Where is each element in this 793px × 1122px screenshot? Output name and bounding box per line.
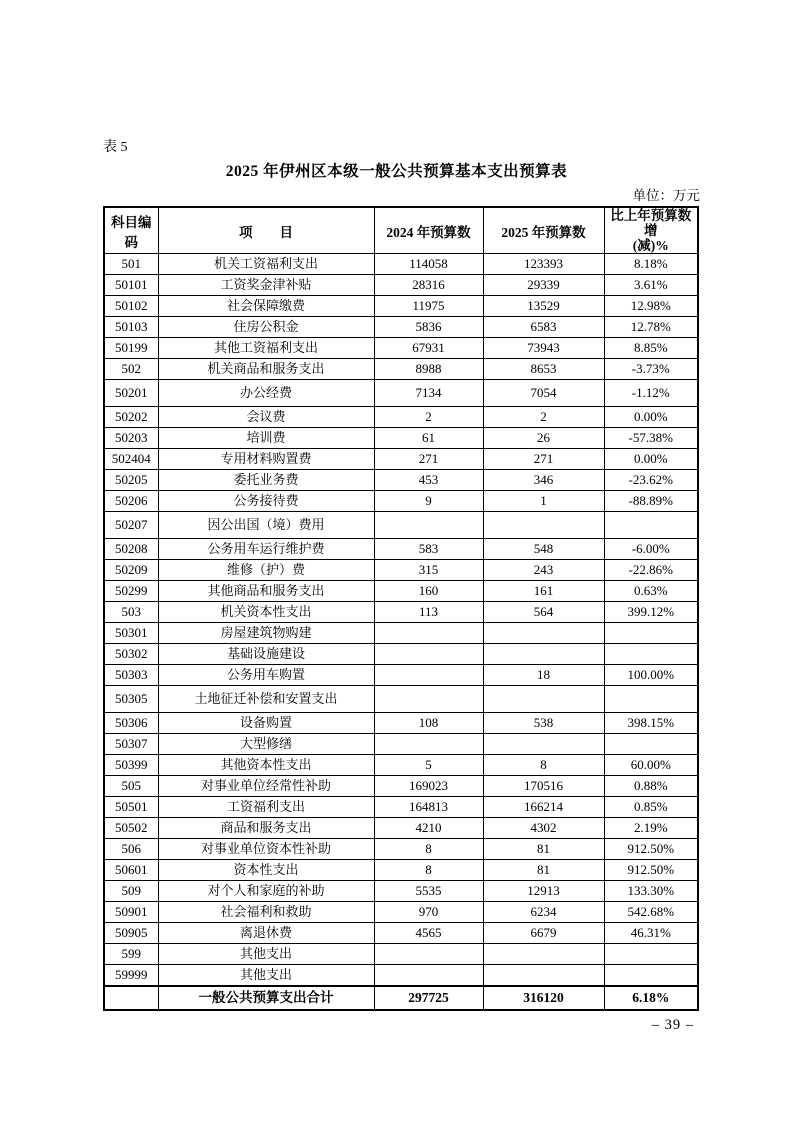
budget-2024-cell: 8 (374, 839, 483, 860)
item-cell: 因公出国（境）费用 (158, 512, 374, 539)
budget-2025-cell (483, 623, 604, 644)
table-row (104, 581, 698, 602)
change-pct-cell: 0.00% (604, 407, 698, 428)
code-cell: 50203 (104, 428, 158, 449)
table-row (104, 686, 698, 713)
budget-2024-cell (374, 512, 483, 539)
item-cell: 住房公积金 (158, 317, 374, 338)
budget-2024-cell (374, 944, 483, 965)
budget-2024-cell: 28316 (374, 275, 483, 296)
change-pct-cell (604, 944, 698, 965)
code-cell: 50305 (104, 686, 158, 713)
budget-table (103, 206, 699, 1011)
budget-2024-cell: 5535 (374, 881, 483, 902)
item-cell: 机关工资福利支出 (158, 254, 374, 275)
budget-2025-cell (483, 944, 604, 965)
budget-2024-cell: 8 (374, 860, 483, 881)
budget-2025-cell: 8653 (483, 359, 604, 380)
column-header-code: 科目编码 (104, 207, 158, 254)
table-row (104, 902, 698, 923)
code-cell: 502 (104, 359, 158, 380)
code-cell: 50103 (104, 317, 158, 338)
table-row (104, 317, 698, 338)
item-cell: 工资奖金津补贴 (158, 275, 374, 296)
budget-2024-cell: 67931 (374, 338, 483, 359)
code-cell: 50601 (104, 860, 158, 881)
item-cell: 其他支出 (158, 944, 374, 965)
budget-2024-cell (374, 734, 483, 755)
table-row (104, 923, 698, 944)
budget-2025-cell: 81 (483, 860, 604, 881)
item-cell: 一般公共预算支出合计 (158, 986, 374, 1010)
code-cell: 50501 (104, 797, 158, 818)
change-pct-cell: -88.89% (604, 491, 698, 512)
change-pct-cell: 2.19% (604, 818, 698, 839)
item-cell: 对事业单位资本性补助 (158, 839, 374, 860)
change-pct-cell: 46.31% (604, 923, 698, 944)
item-cell: 机关资本性支出 (158, 602, 374, 623)
code-cell: 50299 (104, 581, 158, 602)
budget-2024-cell: 2 (374, 407, 483, 428)
change-pct-cell: -57.38% (604, 428, 698, 449)
budget-2024-cell: 11975 (374, 296, 483, 317)
change-pct-cell (604, 965, 698, 987)
code-cell: 50306 (104, 713, 158, 734)
budget-2025-cell: 271 (483, 449, 604, 470)
table-row (104, 881, 698, 902)
budget-2025-cell (483, 734, 604, 755)
budget-2025-cell: 13529 (483, 296, 604, 317)
item-cell: 机关商品和服务支出 (158, 359, 374, 380)
unit-note: 单位：万元 (632, 188, 700, 203)
budget-2025-cell: 2 (483, 407, 604, 428)
budget-2024-cell: 297725 (374, 986, 483, 1010)
budget-2025-cell: 81 (483, 839, 604, 860)
code-cell: 505 (104, 776, 158, 797)
budget-2024-cell: 271 (374, 449, 483, 470)
change-pct-cell: 12.98% (604, 296, 698, 317)
column-header-2024-budget: 2024 年预算数 (374, 207, 483, 254)
code-cell: 50206 (104, 491, 158, 512)
item-cell: 公务用车购置 (158, 665, 374, 686)
item-cell: 委托业务费 (158, 470, 374, 491)
table-row (104, 818, 698, 839)
budget-2025-cell: 26 (483, 428, 604, 449)
column-header-change-pct-line1: 比上年预算数增 (610, 208, 692, 238)
table-row (104, 491, 698, 512)
budget-2025-cell: 161 (483, 581, 604, 602)
code-cell: 50199 (104, 338, 158, 359)
change-pct-cell: -6.00% (604, 539, 698, 560)
budget-2024-cell: 113 (374, 602, 483, 623)
change-pct-cell: 133.30% (604, 881, 698, 902)
budget-2025-cell (483, 965, 604, 987)
change-pct-cell: 8.85% (604, 338, 698, 359)
change-pct-cell: 6.18% (604, 986, 698, 1010)
table-number-label: 表 5 (103, 140, 128, 155)
code-cell (104, 986, 158, 1010)
code-cell: 503 (104, 602, 158, 623)
budget-2024-cell: 61 (374, 428, 483, 449)
page-number: – 39 – (651, 1017, 694, 1033)
table-row (104, 254, 698, 275)
budget-2025-cell: 8 (483, 755, 604, 776)
table-row (104, 512, 698, 539)
table-row (104, 776, 698, 797)
budget-2025-cell: 18 (483, 665, 604, 686)
table-row (104, 965, 698, 987)
budget-2025-cell: 29339 (483, 275, 604, 296)
budget-2025-cell: 6583 (483, 317, 604, 338)
budget-2024-cell (374, 965, 483, 987)
budget-2025-cell: 538 (483, 713, 604, 734)
budget-2025-cell: 548 (483, 539, 604, 560)
budget-2024-cell: 7134 (374, 380, 483, 407)
total-row (104, 986, 698, 1010)
code-cell: 50102 (104, 296, 158, 317)
change-pct-cell (604, 644, 698, 665)
code-cell: 50101 (104, 275, 158, 296)
item-cell: 房屋建筑物购建 (158, 623, 374, 644)
item-cell: 离退休费 (158, 923, 374, 944)
code-cell: 50209 (104, 560, 158, 581)
code-cell: 50303 (104, 665, 158, 686)
change-pct-cell: 542.68% (604, 902, 698, 923)
code-cell: 509 (104, 881, 158, 902)
budget-2025-cell: 4302 (483, 818, 604, 839)
table-row (104, 755, 698, 776)
budget-2025-cell: 73943 (483, 338, 604, 359)
budget-2024-cell (374, 686, 483, 713)
table-row (104, 797, 698, 818)
budget-2024-cell: 160 (374, 581, 483, 602)
table-row (104, 860, 698, 881)
table-row (104, 539, 698, 560)
change-pct-cell: -3.73% (604, 359, 698, 380)
change-pct-cell: 60.00% (604, 755, 698, 776)
item-cell: 商品和服务支出 (158, 818, 374, 839)
column-header-change-pct-line2: (减)% (632, 238, 669, 253)
table-row (104, 734, 698, 755)
change-pct-cell: 0.63% (604, 581, 698, 602)
change-pct-cell: 12.78% (604, 317, 698, 338)
table-row (104, 428, 698, 449)
budget-2025-cell (483, 644, 604, 665)
budget-2025-cell: 6679 (483, 923, 604, 944)
table-row (104, 407, 698, 428)
table-row (104, 338, 698, 359)
table-row (104, 380, 698, 407)
budget-2024-cell: 169023 (374, 776, 483, 797)
code-cell: 50201 (104, 380, 158, 407)
budget-2024-cell: 4565 (374, 923, 483, 944)
code-cell: 50202 (104, 407, 158, 428)
budget-table-header (104, 207, 698, 254)
budget-2025-cell: 12913 (483, 881, 604, 902)
budget-2024-cell: 9 (374, 491, 483, 512)
item-cell: 资本性支出 (158, 860, 374, 881)
budget-2025-cell: 166214 (483, 797, 604, 818)
page-title: 2025 年伊州区本级一般公共预算基本支出预算表 (225, 163, 568, 180)
change-pct-cell: -23.62% (604, 470, 698, 491)
budget-2025-cell: 123393 (483, 254, 604, 275)
budget-2025-cell: 170516 (483, 776, 604, 797)
item-cell: 其他商品和服务支出 (158, 581, 374, 602)
budget-2024-cell: 315 (374, 560, 483, 581)
item-cell: 土地征迁补偿和安置支出 (158, 686, 374, 713)
table-row (104, 560, 698, 581)
budget-2025-cell: 7054 (483, 380, 604, 407)
change-pct-cell (604, 686, 698, 713)
code-cell: 50399 (104, 755, 158, 776)
table-row (104, 944, 698, 965)
change-pct-cell: -22.86% (604, 560, 698, 581)
item-cell: 大型修缮 (158, 734, 374, 755)
item-cell: 其他支出 (158, 965, 374, 987)
table-row (104, 470, 698, 491)
budget-2024-cell: 5 (374, 755, 483, 776)
code-cell: 50208 (104, 539, 158, 560)
item-cell: 社会保障缴费 (158, 296, 374, 317)
item-cell: 培训费 (158, 428, 374, 449)
table-row (104, 665, 698, 686)
budget-2025-cell: 243 (483, 560, 604, 581)
budget-2024-cell: 970 (374, 902, 483, 923)
code-cell: 50302 (104, 644, 158, 665)
column-header-2025-budget: 2025 年预算数 (483, 207, 604, 254)
item-cell: 社会福利和救助 (158, 902, 374, 923)
code-cell: 502404 (104, 449, 158, 470)
budget-2025-cell: 564 (483, 602, 604, 623)
table-row (104, 644, 698, 665)
table-row (104, 359, 698, 380)
item-cell: 会议费 (158, 407, 374, 428)
budget-2024-cell: 583 (374, 539, 483, 560)
change-pct-cell (604, 623, 698, 644)
code-cell: 501 (104, 254, 158, 275)
change-pct-cell (604, 734, 698, 755)
item-cell: 设备购置 (158, 713, 374, 734)
change-pct-cell (604, 512, 698, 539)
budget-2024-cell (374, 665, 483, 686)
code-cell: 50207 (104, 512, 158, 539)
code-cell: 59999 (104, 965, 158, 987)
table-row (104, 839, 698, 860)
code-cell: 50502 (104, 818, 158, 839)
table-row (104, 275, 698, 296)
header-row (104, 207, 698, 254)
code-cell: 50901 (104, 902, 158, 923)
budget-2024-cell: 108 (374, 713, 483, 734)
item-cell: 其他资本性支出 (158, 755, 374, 776)
item-cell: 公务接待费 (158, 491, 374, 512)
item-cell: 公务用车运行维护费 (158, 539, 374, 560)
budget-2025-cell: 346 (483, 470, 604, 491)
budget-table-body (104, 254, 698, 1011)
table-row (104, 623, 698, 644)
change-pct-cell: 100.00% (604, 665, 698, 686)
budget-2024-cell: 5836 (374, 317, 483, 338)
item-cell: 维修（护）费 (158, 560, 374, 581)
table-row (104, 713, 698, 734)
budget-2025-cell: 1 (483, 491, 604, 512)
table-row (104, 449, 698, 470)
code-cell: 50301 (104, 623, 158, 644)
budget-2024-cell: 114058 (374, 254, 483, 275)
budget-2024-cell: 4210 (374, 818, 483, 839)
item-cell: 基础设施建设 (158, 644, 374, 665)
item-cell: 其他工资福利支出 (158, 338, 374, 359)
change-pct-cell: 912.50% (604, 860, 698, 881)
table-row (104, 296, 698, 317)
budget-2024-cell (374, 644, 483, 665)
budget-2025-cell (483, 512, 604, 539)
change-pct-cell: -1.12% (604, 380, 698, 407)
change-pct-cell: 3.61% (604, 275, 698, 296)
column-header-item: 项 目 (158, 207, 374, 254)
change-pct-cell: 8.18% (604, 254, 698, 275)
table-row (104, 602, 698, 623)
item-cell: 办公经费 (158, 380, 374, 407)
change-pct-cell: 912.50% (604, 839, 698, 860)
item-cell: 工资福利支出 (158, 797, 374, 818)
budget-2024-cell: 164813 (374, 797, 483, 818)
budget-2025-cell (483, 686, 604, 713)
code-cell: 599 (104, 944, 158, 965)
item-cell: 对事业单位经常性补助 (158, 776, 374, 797)
budget-2024-cell: 8988 (374, 359, 483, 380)
budget-2025-cell: 316120 (483, 986, 604, 1010)
code-cell: 50205 (104, 470, 158, 491)
budget-2024-cell (374, 623, 483, 644)
change-pct-cell: 0.88% (604, 776, 698, 797)
budget-2025-cell: 6234 (483, 902, 604, 923)
item-cell: 专用材料购置费 (158, 449, 374, 470)
code-cell: 506 (104, 839, 158, 860)
budget-2024-cell: 453 (374, 470, 483, 491)
code-cell: 50905 (104, 923, 158, 944)
item-cell: 对个人和家庭的补助 (158, 881, 374, 902)
code-cell: 50307 (104, 734, 158, 755)
column-header-change-pct (604, 207, 698, 254)
change-pct-cell: 0.85% (604, 797, 698, 818)
change-pct-cell: 0.00% (604, 449, 698, 470)
change-pct-cell: 398.15% (604, 713, 698, 734)
change-pct-cell: 399.12% (604, 602, 698, 623)
